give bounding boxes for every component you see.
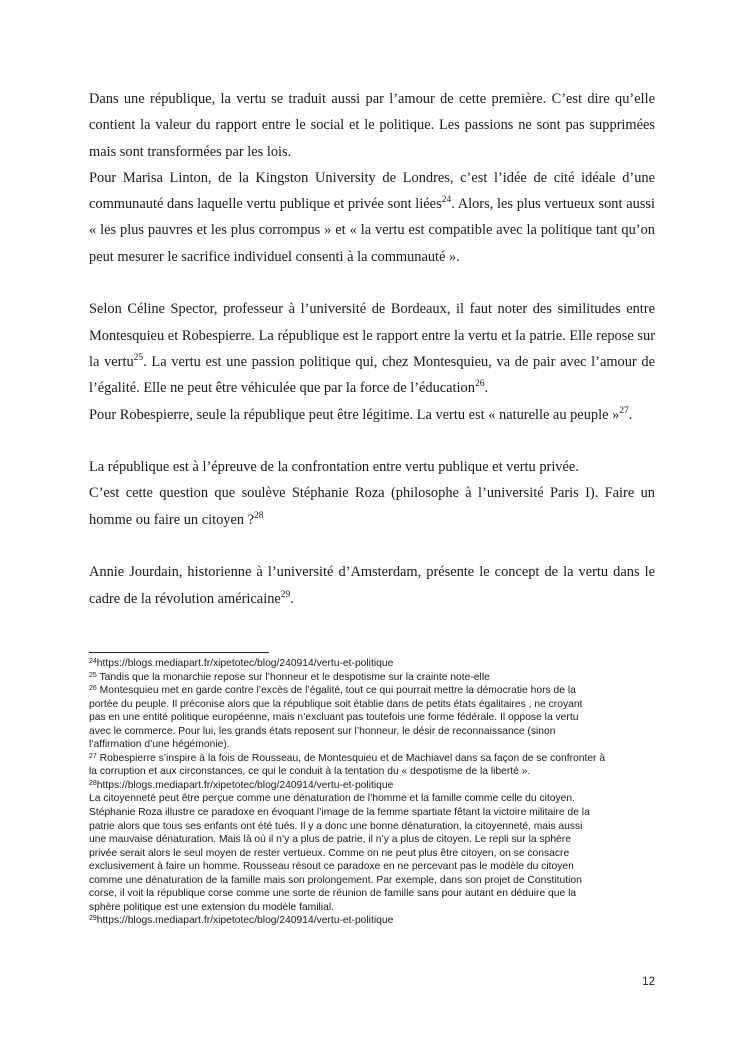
footnote-ref-24[interactable]: 24 [441, 195, 452, 206]
main-text [89, 86, 655, 612]
footnote-27: $^{27}$ Robespierre s’inspire à la fois de Rousseau, de Montesquieu et de Machiavel dans sa façon de se confronter à [89, 752, 606, 764]
footnote-ref-28[interactable]: 28 [254, 510, 264, 521]
footnote-ref-25[interactable]: 25 [133, 352, 144, 363]
footnotes [89, 657, 656, 928]
footnote-line: portée du peuple. Il préconise alors que la république soit établie dans de petits états égalitaires , ne croyant [89, 698, 583, 710]
footnote-28: $^{28}$https://blogs.mediapart.fr/xipetotec/blog/240914/vertu-et-politique [89, 779, 394, 791]
paragraph-epreuve: La république est à l’épreuve de la confrontation entre vertu publique et vertu privée. [89, 459, 579, 476]
footnote-line: patrie alors que tous ses enfants ont été tués. Il y a donc une bonne dénaturation, la citoyenneté, mais aussi [89, 820, 583, 832]
footnote-ref-26[interactable]: 26 [474, 379, 485, 390]
footnote-line: exclusivement à faire un homme. Rousseau résout ce paradoxe en ne percevant pas le modèle du citoyen [89, 861, 574, 873]
paragraph-spector: Selon Céline Spector, professeur à l’université de Bordeaux, il faut noter des similitudes entre Montesquieu et Robespierre. La république est le rapport entre la vertu et la patrie. Elle repose sur la vertu$^{25}$. La vertu est une passion politique qui, chez Montesquieu, va de pair avec l’amour de l’égalité. Elle ne peut être véhiculée que par la force de l’éducation$^{26}$. [89, 301, 655, 397]
footnote-line: privée serait alors le seul moyen de rester vertueux. Comme on ne peut plus être citoyen, on se consacre [89, 847, 570, 859]
footnote-line: l’affirmation d’une hégémonie). [89, 739, 230, 751]
footnote-separator [89, 652, 269, 653]
footnote-ref-29[interactable]: 29 [280, 589, 291, 600]
footnote-29: $^{29}$https://blogs.mediapart.fr/xipetotec/blog/240914/vertu-et-politique [89, 915, 394, 927]
paragraph-robespierre: Pour Robespierre, seule la république peut être légitime. La vertu est « naturelle au peuple »$^{27}$. [89, 405, 633, 423]
paragraph-jourdain: Annie Jourdain, historienne à l’université d’Amsterdam, présente le concept de la vertu dans le cadre de la révolution américaine$^{29}$. [89, 564, 655, 607]
footnote-24: $^{24}$https://blogs.mediapart.fr/xipetotec/blog/240914/vertu-et-politique [89, 658, 394, 669]
footnote-link[interactable]: https://blogs.mediapart.fr/xipetotec/blog/240914/vertu-et-politique [96, 779, 394, 791]
paragraph-republique-vertu: Dans une république, la vertu se traduit aussi par l’amour de cette première. C’est dire qu’elle contient la valeur du rapport entre le social et le politique. Les passions ne sont pas supprimées mais sont transformées par les lois. [89, 91, 655, 160]
footnote-line: sphère politique est une extension du modèle familial. [89, 901, 334, 913]
paragraph-linton: Pour Marisa Linton, de la Kingston University de Londres, c’est l’idée de cité idéale d’une communauté dans laquelle vertu publique et privée sont liées$^{24}$. Alors, les plus vertueux sont aussi « les plus pauvres et les plus corrompus » et « la vertu est compatible avec la politique tant qu’on peut mesurer le sacrifice individuel consenti à la communauté ». [89, 169, 656, 265]
footnote-line: la corruption et aux circonstances, ce qui le conduit à la tentation du « despotisme de la liberté ». [89, 766, 531, 778]
footnote-line: avec le commerce. Pour lui, les grands états reposent sur l’honneur, le désir de reconnaissance (sinon [89, 725, 556, 737]
footnote-26: $^{26}$ Montesquieu met en garde contre l’excès de l’égalité, tout ce qui pourrait mettre la démocratie hors de la [89, 685, 576, 697]
page-number: 12 [642, 976, 655, 988]
footnote-line: comme une dénaturation de la famille mais son prolongement. Par exemple, dans son projet de Constitution [89, 874, 582, 886]
footnote-link[interactable]: https://blogs.mediapart.fr/xipetotec/blog/240914/vertu-et-politique [96, 658, 394, 669]
footnote-25: $^{25}$ Tandis que la monarchie repose sur l’honneur et le despotisme sur la crainte note-elle [89, 671, 490, 683]
footnote-line: une mauvaise dénaturation. Mais là où il n’y a plus de patrie, il n’y a plus de citoyen. Le repli sur la sphère [89, 834, 571, 846]
footnote-line: La citoyenneté peut être perçue comme une dénaturation de l’homme et la famille comme celle du citoyen. [89, 793, 575, 805]
footnote-line: corse, il voit la république corse comme une sorte de réunion de famille sans pour autant en déduire que la [89, 888, 577, 900]
paragraph-roza: C’est cette question que soulève Stéphanie Roza (philosophe à l’université Paris I). Faire un homme ou faire un citoyen ?$^{28}$ [89, 485, 655, 528]
footnote-line: Stéphanie Roza illustre ce paradoxe en évoquant l’image de la femme spartiate fêtant la victoire militaire de la [89, 807, 590, 819]
footnote-line: pas en une entité politique européenne, mais n’excluant pas toutefois une forme fédérale. Il oppose la vertu [89, 712, 579, 724]
footnote-ref-27[interactable]: 27 [619, 405, 629, 416]
footnote-link[interactable]: https://blogs.mediapart.fr/xipetotec/blog/240914/vertu-et-politique [96, 915, 394, 927]
